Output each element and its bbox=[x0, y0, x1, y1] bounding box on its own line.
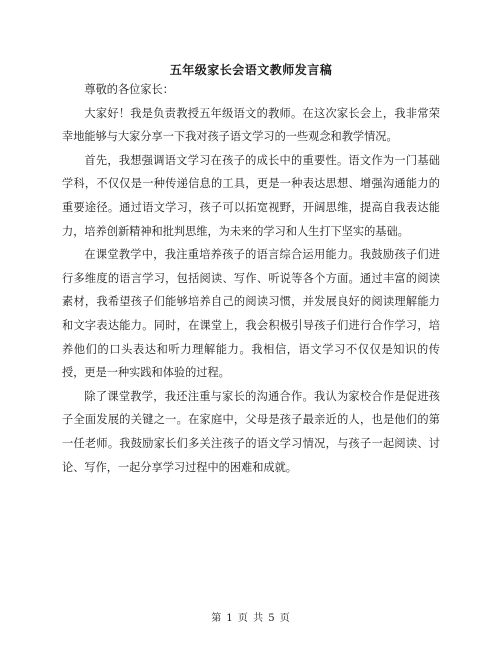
document-body bbox=[62, 78, 440, 479]
paragraph-greeting: 大家好！我是负责教授五年级语文的教师。在这次家长会上，我非常荣幸地能够与大家分享一下我对孩子语文学习的一些观念和教学情况。 bbox=[62, 106, 440, 144]
paragraph-importance: 首先，我想强调语文学习在孩子的成长中的重要性。语文作为一门基础学科，不仅仅是一种传递信息的工具，更是一种表达思想、增强沟通能力的重要途径。通过语文学习，孩子可以拓宽视野，开阔思维，提高自我表达能力，培养创新精神和批判思维，为未来的学习和人生打下坚实的基础。 bbox=[62, 153, 440, 238]
paragraph-classroom: 在课堂教学中，我注重培养孩子的语言综合运用能力。我鼓励孩子们进行多维度的语言学习，包括阅读、写作、听说等各个方面。通过丰富的阅读素材，我希望孩子们能够培养自己的阅读习惯，并发展良好的阅读理解能力和文字表达能力。同时，在课堂上，我会积极引导孩子们进行合作学习，培养他们的口头表达和听力理解能力。我相信，语文学习不仅仅是知识的传授，更是一种实践和体验的过程。 bbox=[62, 248, 440, 380]
page-number: 第 1 页 共 5 页 bbox=[211, 613, 291, 624]
salutation: 尊敬的各位家长： bbox=[84, 83, 174, 96]
paragraph-home-school: 除了课堂教学，我还注重与家长的沟通合作。我认为家校合作是促进孩子全面发展的关键之一。在家庭中，父母是孩子最亲近的人，也是他们的第一任老师。我鼓励家长们多关注孩子的语文学习情况，与孩子一起阅读、讨论、写作，一起分享学习过程中的困难和成就。 bbox=[62, 389, 440, 474]
document-title: 五年级家长会语文教师发言稿 bbox=[169, 63, 333, 77]
